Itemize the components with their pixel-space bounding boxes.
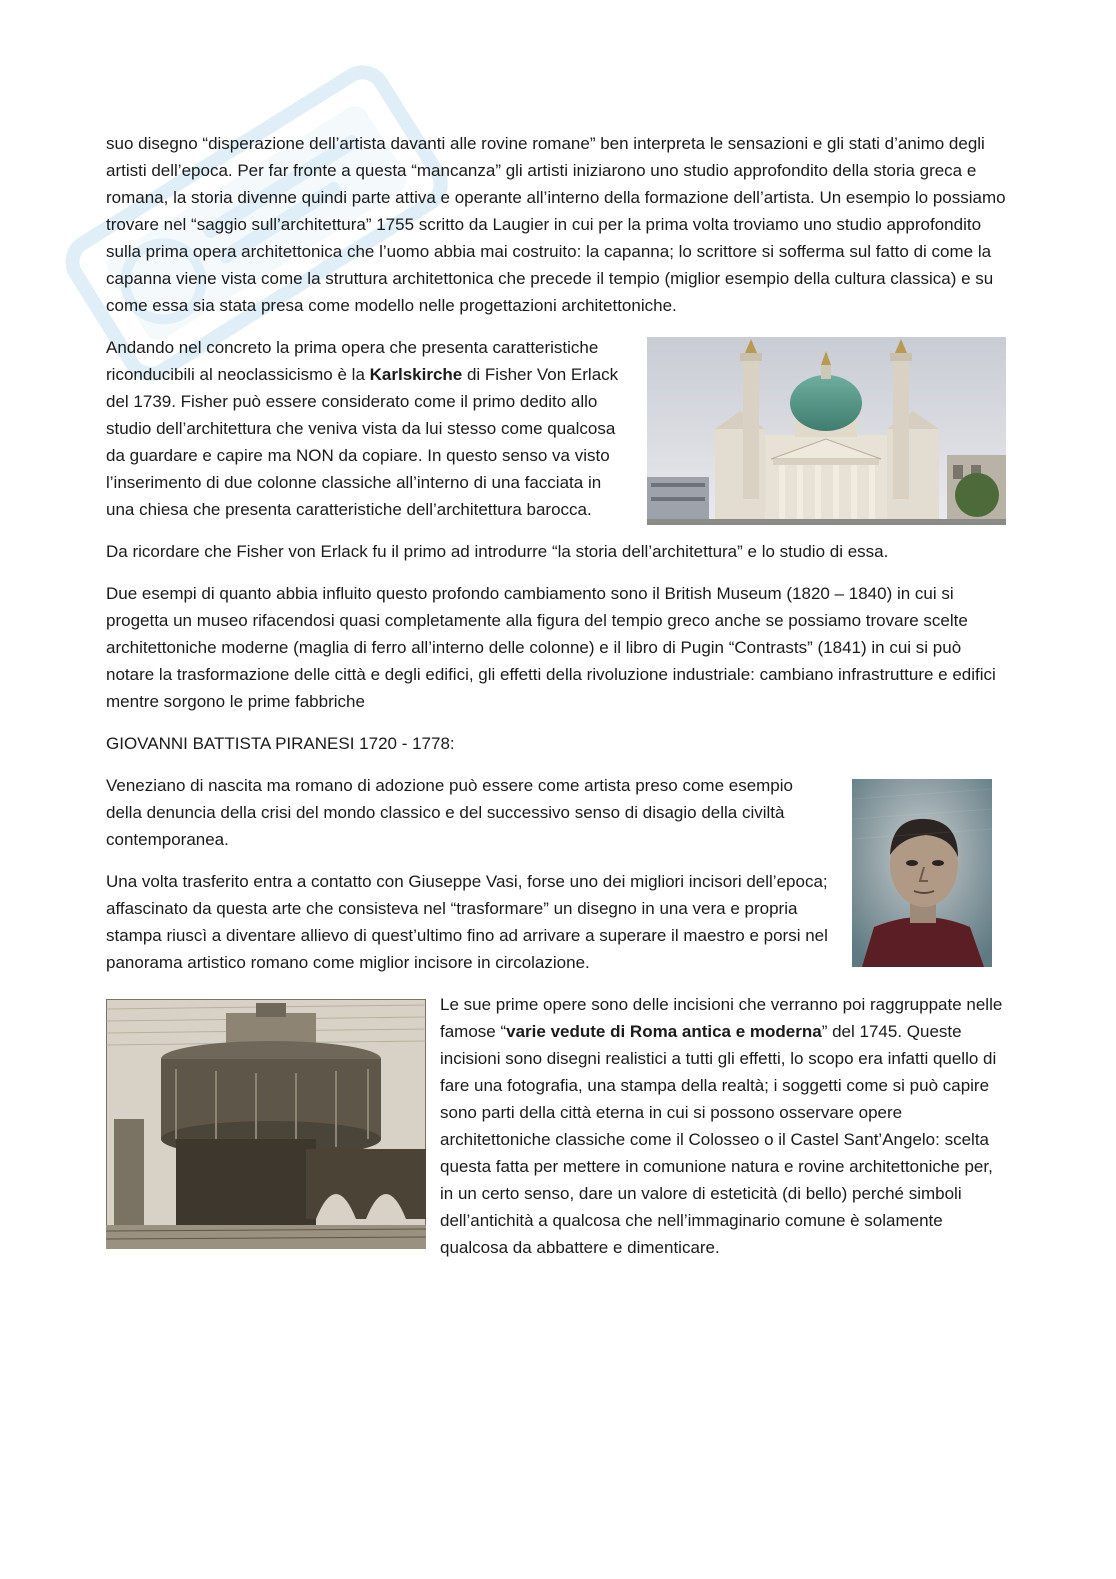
karlskirche-photo xyxy=(647,337,1006,525)
piranesi-portrait xyxy=(852,779,992,967)
paragraph-piranesi-origin: Veneziano di nascita ma romano di adozione può essere come artista preso come esempio della denuncia della crisi del mondo classico e del successivo senso di disagio della civiltà contemporanea. xyxy=(106,776,793,849)
section-heading-piranesi: GIOVANNI BATTISTA PIRANESI 1720 - 1778: xyxy=(106,734,455,753)
paragraph-british-museum: Due esempi di quanto abbia influito questo profondo cambiamento sono il British Museum (1820 – 1840) in cui si progetta un museo rifacendosi quasi completamente alla figura del tempio greco anche se possiamo trovare scelte architettoniche moderne (maglia di ferro all’interno delle colonne) e il libro di Pugin “Contrasts” (1841) in cui si può notare la trasformazione delle città e degli edifici, gli effetti della rivoluzione industriale: cambiano infrastrutture e edifici mentre sorgono le prime fabbriche xyxy=(106,584,996,711)
vedute-bold: varie vedute di Roma antica e moderna xyxy=(506,1022,822,1041)
paragraph-piranesi-vasi: Una volta trasferito entra a contatto con Giuseppe Vasi, forse uno dei migliori incisori dell’epoca; affascinato da questa arte che consisteva nel “trasformare” un disegno in una vera e propria stampa riuscì a diventare allievo di quest’ultimo fino ad arrivare a superare il maestro e porsi nel panorama artistico romano come miglior incisore in circolazione. xyxy=(106,872,828,972)
paragraph-vedute: Le sue prime opere sono delle incisioni che verranno poi raggruppate nelle famose “varie vedute di Roma antica e moderna” del 1745. Queste incisioni sono disegni realistici a tutti gli effetti, lo scopo era infatti quello di fare una fotografia, una stampa della realtà; i soggetti come si può capire sono parti della città eterna in cui si possono osservare opere architettoniche classiche come il Colosseo o il Castel Sant’Angelo: scelta questa fatta per mettere in comunione natura e rovine architettoniche per, in un certo senso, dare un valore di esteticità (di bello) perché simboli dell’antichità a qualcosa che nell’immaginario comune è solamente qualcosa da abbattere e dimenticare. xyxy=(440,995,1003,1257)
paragraph-intro: suo disegno “disperazione dell’artista davanti alle rovine romane” ben interpreta le sensazioni e gli stati d’animo degli artisti dell’epoca. Per far fronte a questa “mancanza” gli artisti iniziarono uno studio approfondito della storia greca e romana, la storia divenne quindi parte attiva e operante all’interno della formazione dell’artista. Un esempio lo possiamo trovare nel “saggio sull’architettura” 1755 scritto da Laugier in cui per la prima volta troviamo uno studio approfondito sulla prima opera architettonica che l’uomo abbia mai costruito: la capanna; lo scrittore si sofferma sul fatto di come la capanna viene vista come la struttura architettonica che precede il tempio (miglior esempio della cultura classica) e su come essa sia stata presa come modello nelle progettazioni architettoniche. xyxy=(106,134,1006,315)
paragraph-karlskirche: Andando nel concreto la prima opera che presenta caratteristiche riconducibili al neoclassicismo è la Karlskirche di Fisher Von Erlack del 1739. Fisher può essere considerato come il primo dedito allo studio dell’architettura che veniva vista da lui stesso come qualcosa da guardare e capire ma NON da copiare. In questo senso va visto l’inserimento di due colonne classiche all’interno di una facciata in una chiesa che presenta caratteristiche dell’architettura barocca. xyxy=(106,338,619,519)
document-page xyxy=(106,130,1006,1276)
paragraph-fisher-history: Da ricordare che Fisher von Erlack fu il primo ad introdurre “la storia dell’architettura” e lo studio di essa. xyxy=(106,542,889,561)
karlskirche-bold: Karlskirche xyxy=(369,365,463,384)
castel-santangelo-etching xyxy=(106,999,426,1249)
